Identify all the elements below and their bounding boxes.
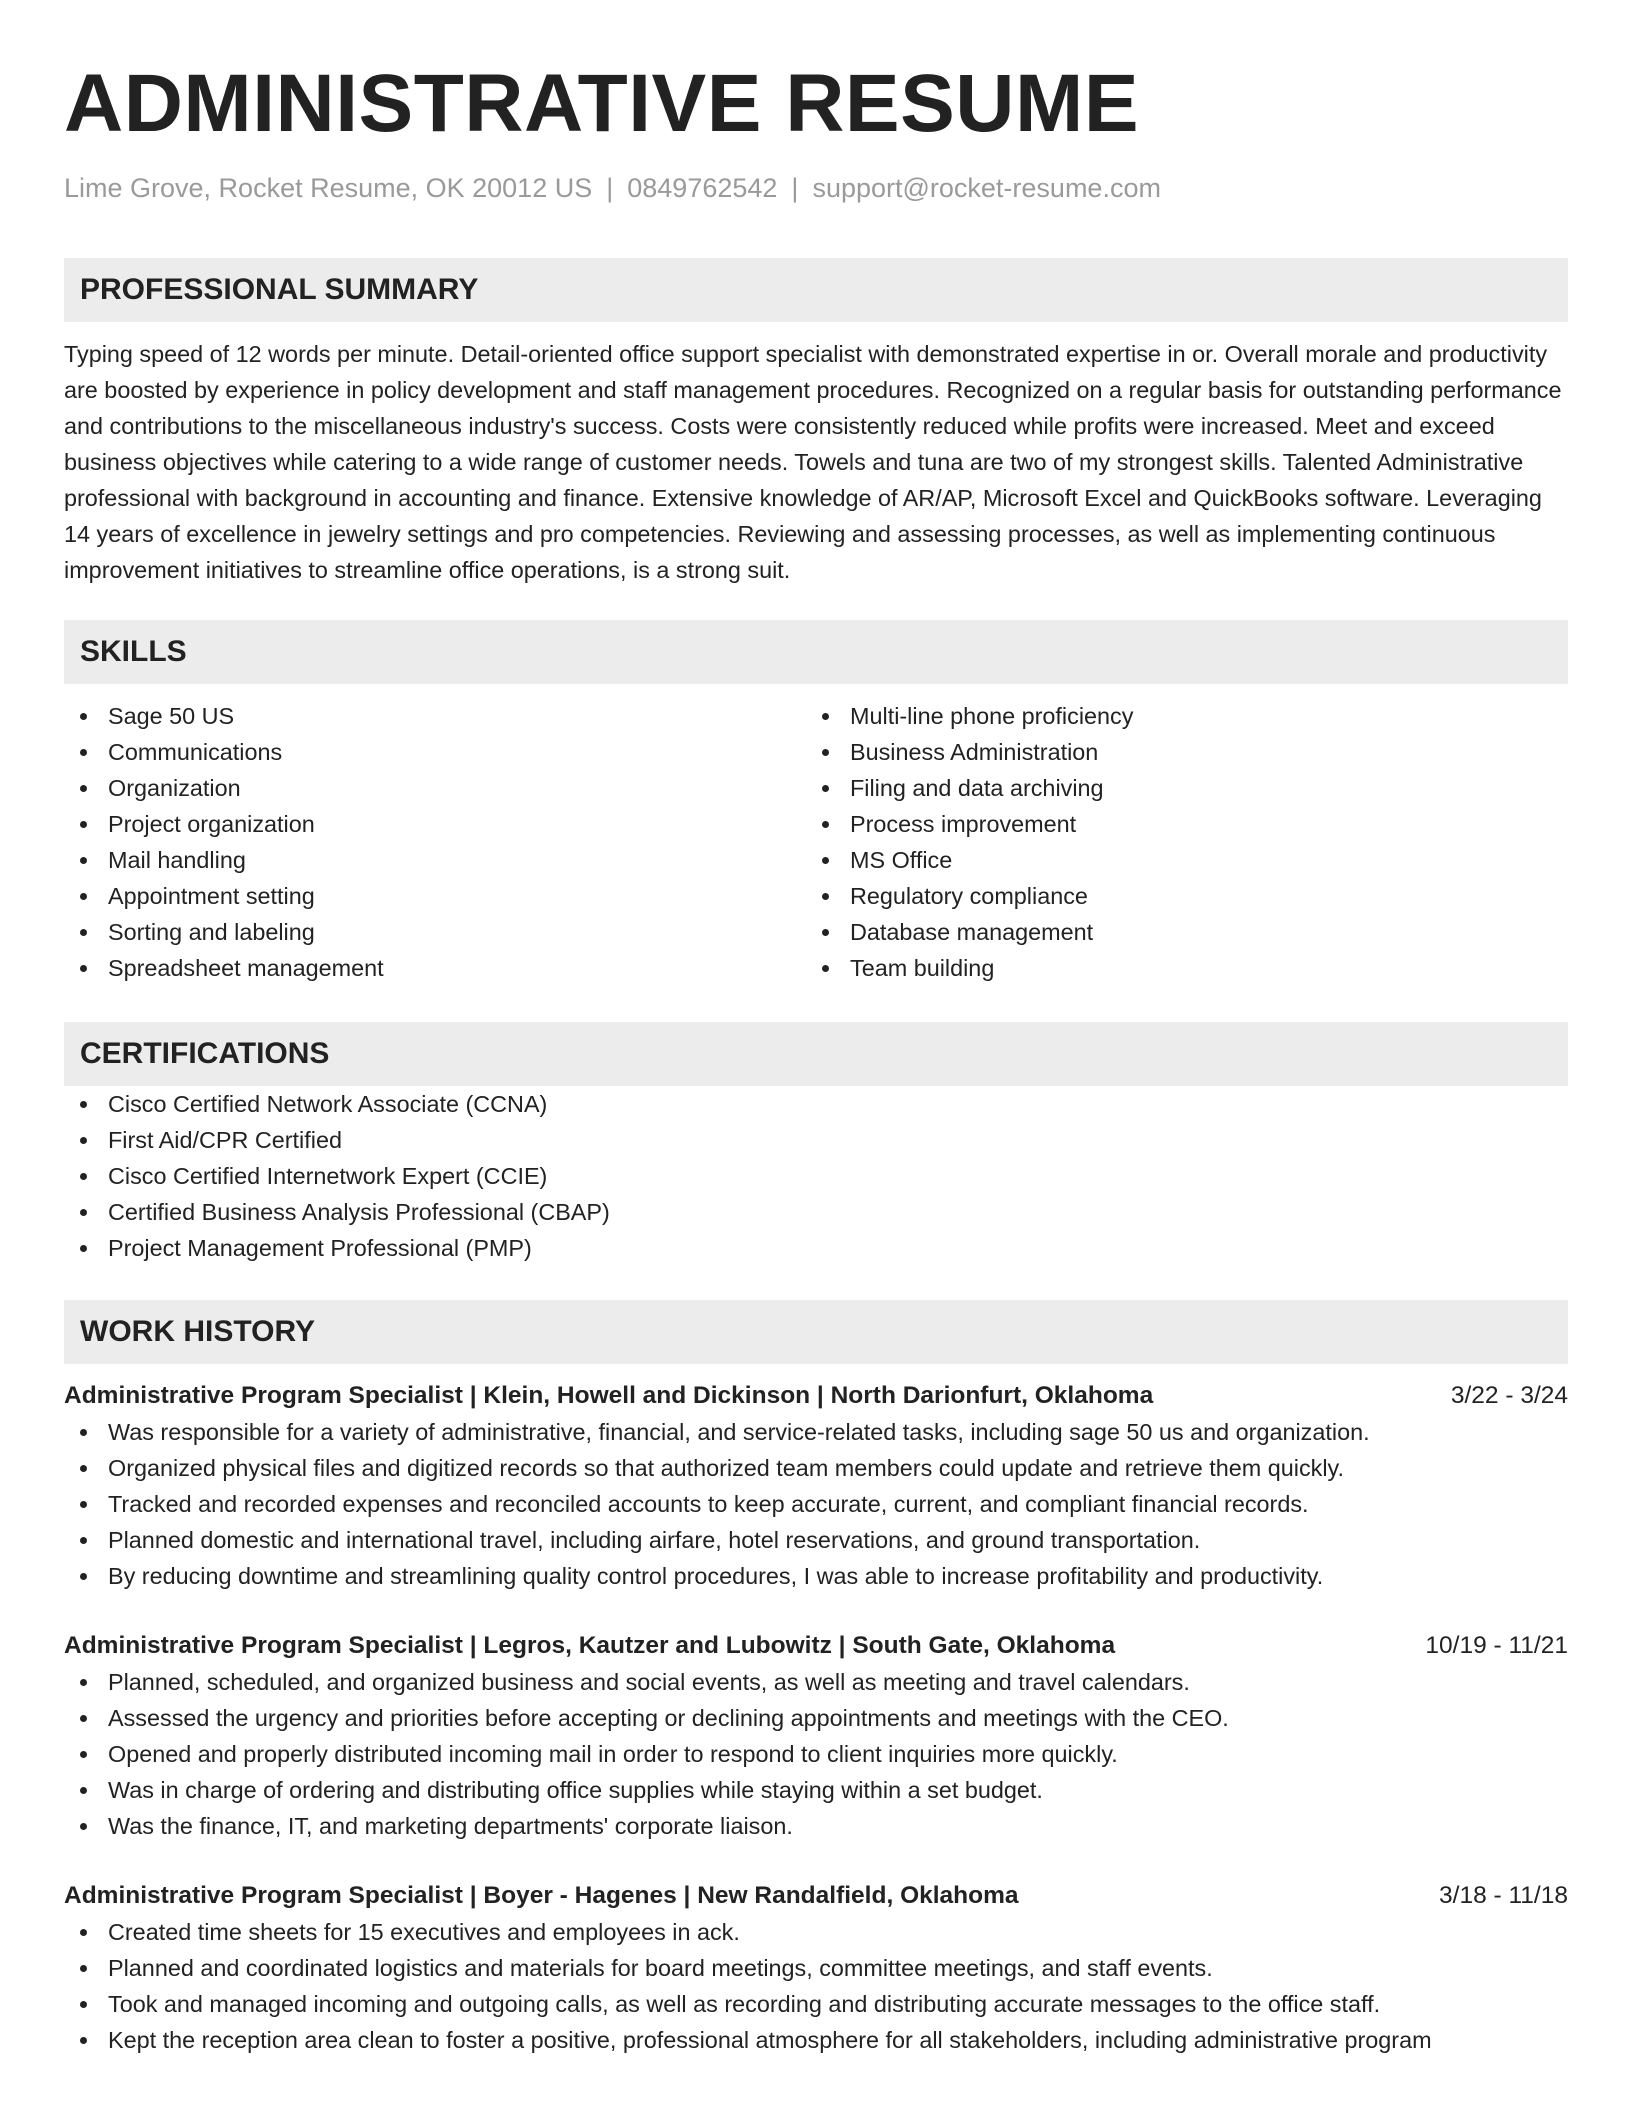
contact-line — [64, 170, 1568, 206]
skill-item: Project organization — [64, 806, 806, 842]
contact-phone: 0849762542 — [627, 173, 778, 203]
skills-column-left — [64, 698, 806, 986]
skills-grid — [64, 698, 1568, 986]
job-duties-list — [64, 1664, 1568, 1844]
skill-item: Communications — [64, 734, 806, 770]
job-duty: Was responsible for a variety of administrative, financial, and service-related tasks, including sage 50 us and organization. — [64, 1414, 1568, 1450]
skill-item: Multi-line phone proficiency — [806, 698, 1548, 734]
job-duty: Was in charge of ordering and distributing office supplies while staying within a set budget. — [64, 1772, 1568, 1808]
skill-item: Team building — [806, 950, 1548, 986]
skill-item: Process improvement — [806, 806, 1548, 842]
section-header-certifications: CERTIFICATIONS — [64, 1022, 1568, 1086]
job-title: Administrative Program Specialist | Legros, Kautzer and Lubowitz | South Gate, Oklahoma — [64, 1632, 1116, 1659]
contact-address: Lime Grove, Rocket Resume, OK 20012 US — [64, 173, 593, 203]
skill-item: Regulatory compliance — [806, 878, 1548, 914]
resume-name: ADMINISTRATIVE RESUME — [64, 58, 1140, 149]
job-duty: Took and managed incoming and outgoing calls, as well as recording and distributing accurate messages to the office staff. — [64, 1986, 1568, 2022]
job-dates: 10/19 - 11/21 — [1425, 1632, 1568, 1659]
skill-item: Database management — [806, 914, 1548, 950]
job-duty: Was the finance, IT, and marketing departments' corporate liaison. — [64, 1808, 1568, 1844]
job-duty: Tracked and recorded expenses and reconciled accounts to keep accurate, current, and compliant financial records. — [64, 1486, 1568, 1522]
job-duties-list — [64, 1414, 1568, 1594]
skill-item: Mail handling — [64, 842, 806, 878]
job-header — [64, 1628, 1568, 1664]
certification-item: Cisco Certified Internetwork Expert (CCIE) — [64, 1158, 1568, 1194]
job-duty: Planned domestic and international travel, including airfare, hotel reservations, and ground transportation. — [64, 1522, 1568, 1558]
skill-item: Spreadsheet management — [64, 950, 806, 986]
contact-separator: | — [791, 173, 799, 203]
job-dates: 3/22 - 3/24 — [1450, 1382, 1568, 1409]
certification-item: Project Management Professional (PMP) — [64, 1230, 1568, 1266]
certifications-list — [64, 1086, 1568, 1266]
section-header-skills: SKILLS — [64, 620, 1568, 684]
certification-item: First Aid/CPR Certified — [64, 1122, 1568, 1158]
skill-item: Appointment setting — [64, 878, 806, 914]
contact-separator: | — [606, 173, 614, 203]
job-duty: Assessed the urgency and priorities before accepting or declining appointments and meetings with the CEO. — [64, 1700, 1568, 1736]
job-header — [64, 1378, 1568, 1414]
job-title: Administrative Program Specialist | Boyer - Hagenes | New Randalfield, Oklahoma — [64, 1882, 1019, 1909]
job-duty: Organized physical files and digitized records so that authorized team members could update and retrieve them quickly. — [64, 1450, 1568, 1486]
job-entry — [64, 1628, 1568, 1844]
job-duty: By reducing downtime and streamlining quality control procedures, I was able to increase profitability and productivity. — [64, 1558, 1568, 1594]
skill-item: Filing and data archiving — [806, 770, 1548, 806]
skill-item: Business Administration — [806, 734, 1548, 770]
skill-item: Sorting and labeling — [64, 914, 806, 950]
job-entry — [64, 1378, 1568, 1594]
job-entry — [64, 1878, 1568, 2058]
certification-item: Cisco Certified Network Associate (CCNA) — [64, 1086, 1568, 1122]
job-duty: Kept the reception area clean to foster a positive, professional atmosphere for all stakeholders, including administrative program — [64, 2022, 1568, 2058]
contact-email: support@rocket-resume.com — [812, 173, 1161, 203]
section-header-work-history: WORK HISTORY — [64, 1300, 1568, 1364]
job-duty: Opened and properly distributed incoming mail in order to respond to client inquiries more quickly. — [64, 1736, 1568, 1772]
skill-item: MS Office — [806, 842, 1548, 878]
section-header-summary: PROFESSIONAL SUMMARY — [64, 258, 1568, 322]
summary-text: Typing speed of 12 words per minute. Detail-oriented office support specialist with demonstrated expertise in or. Overall morale and productivity are boosted by experience in policy development and staff management procedures. Recognized on a regular basis for outstanding performance and contributions to the miscellaneous industry's success. Costs were consistently reduced while profits were increased. Meet and exceed business objectives while catering to a wide range of customer needs. Towels and tuna are two of my strongest skills. Talented Administrative professional with background in accounting and finance. Extensive knowledge of AR/AP, Microsoft Excel and QuickBooks software. Leveraging 14 years of excellence in jewelry settings and pro competencies. Reviewing and assessing processes, as well as implementing continuous improvement initiatives to streamline office operations, is a strong suit. — [64, 341, 1562, 583]
job-title: Administrative Program Specialist | Klein, Howell and Dickinson | North Darionfurt, Oklahoma — [64, 1382, 1154, 1409]
job-duty: Created time sheets for 15 executives and employees in ack. — [64, 1914, 1568, 1950]
skills-column-right — [806, 698, 1548, 986]
job-header — [64, 1878, 1568, 1914]
job-duties-list — [64, 1914, 1568, 2058]
job-duty: Planned and coordinated logistics and materials for board meetings, committee meetings, and staff events. — [64, 1950, 1568, 1986]
skill-item: Organization — [64, 770, 806, 806]
skill-item: Sage 50 US — [64, 698, 806, 734]
job-duty: Planned, scheduled, and organized business and social events, as well as meeting and travel calendars. — [64, 1664, 1568, 1700]
certification-item: Certified Business Analysis Professional (CBAP) — [64, 1194, 1568, 1230]
job-dates: 3/18 - 11/18 — [1439, 1882, 1568, 1909]
